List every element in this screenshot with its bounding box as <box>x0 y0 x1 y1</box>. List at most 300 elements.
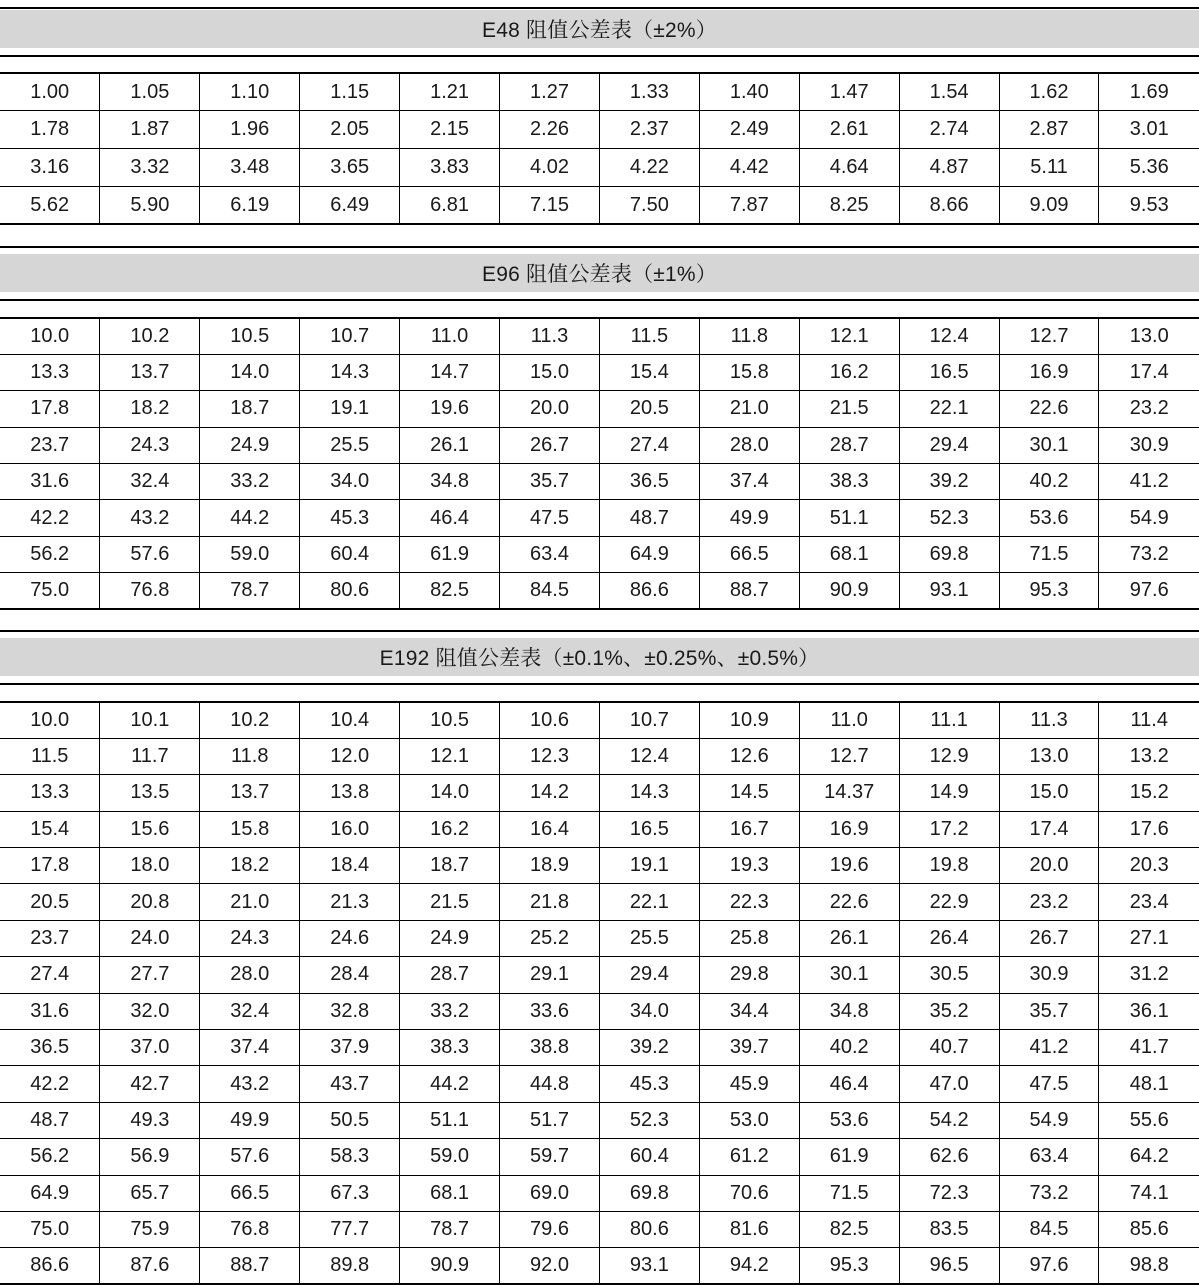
value-cell: 11.8 <box>699 318 799 354</box>
value-cell: 38.3 <box>400 1030 500 1066</box>
value-cell: 14.3 <box>300 354 400 390</box>
value-cell: 38.8 <box>500 1030 600 1066</box>
value-cell: 36.5 <box>0 1030 100 1066</box>
value-cell: 11.4 <box>1099 702 1199 738</box>
table-row <box>0 993 1199 1029</box>
value-cell: 86.6 <box>0 1248 100 1284</box>
value-cell: 22.3 <box>699 884 799 920</box>
value-cell: 3.01 <box>1099 111 1199 149</box>
value-cell: 18.4 <box>300 848 400 884</box>
value-cell: 42.2 <box>0 1066 100 1102</box>
value-cell: 11.5 <box>599 318 699 354</box>
value-cell: 81.6 <box>699 1211 799 1247</box>
table-row <box>0 1102 1199 1138</box>
value-cell: 68.1 <box>400 1175 500 1211</box>
value-cell: 33.2 <box>400 993 500 1029</box>
value-cell: 58.3 <box>300 1139 400 1175</box>
value-cell: 10.0 <box>0 702 100 738</box>
table-row <box>0 957 1199 993</box>
value-cell: 78.7 <box>400 1211 500 1247</box>
value-cell: 39.7 <box>699 1030 799 1066</box>
e48-separator-rule <box>0 55 1199 57</box>
value-cell: 38.3 <box>799 464 899 500</box>
value-cell: 95.3 <box>799 1248 899 1284</box>
value-cell: 16.7 <box>699 811 799 847</box>
value-cell: 16.2 <box>400 811 500 847</box>
value-cell: 17.8 <box>0 391 100 427</box>
value-cell: 16.9 <box>799 811 899 847</box>
value-cell: 17.4 <box>1099 354 1199 390</box>
value-cell: 76.8 <box>100 573 200 609</box>
value-cell: 34.0 <box>599 993 699 1029</box>
value-cell: 1.47 <box>799 73 899 111</box>
value-cell: 25.5 <box>599 920 699 956</box>
value-cell: 14.0 <box>400 775 500 811</box>
value-cell: 80.6 <box>300 573 400 609</box>
e192-table-title: E192 阻值公差表（±0.1%、±0.25%、±0.5%） <box>0 638 1199 676</box>
e48-top-rule <box>0 7 1199 9</box>
value-cell: 13.5 <box>100 775 200 811</box>
value-cell: 15.8 <box>200 811 300 847</box>
value-cell: 30.5 <box>899 957 999 993</box>
value-cell: 69.8 <box>599 1175 699 1211</box>
value-cell: 46.4 <box>400 500 500 536</box>
value-cell: 29.4 <box>599 957 699 993</box>
value-cell: 64.9 <box>599 536 699 572</box>
value-cell: 27.1 <box>1099 920 1199 956</box>
value-cell: 33.6 <box>500 993 600 1029</box>
value-cell: 4.64 <box>799 149 899 187</box>
value-cell: 61.2 <box>699 1139 799 1175</box>
value-cell: 11.5 <box>0 738 100 774</box>
value-cell: 6.49 <box>300 186 400 224</box>
value-cell: 3.83 <box>400 149 500 187</box>
value-cell: 16.5 <box>899 354 999 390</box>
value-cell: 23.2 <box>1099 391 1199 427</box>
value-cell: 2.15 <box>400 111 500 149</box>
e48-value-table <box>0 72 1199 225</box>
value-cell: 19.1 <box>300 391 400 427</box>
value-cell: 92.0 <box>500 1248 600 1284</box>
value-cell: 21.5 <box>799 391 899 427</box>
value-cell: 56.9 <box>100 1139 200 1175</box>
value-cell: 7.15 <box>500 186 600 224</box>
value-cell: 19.8 <box>899 848 999 884</box>
value-cell: 9.09 <box>999 186 1099 224</box>
table-row <box>0 1175 1199 1211</box>
value-cell: 1.00 <box>0 73 100 111</box>
value-cell: 26.7 <box>999 920 1099 956</box>
value-cell: 66.5 <box>699 536 799 572</box>
value-cell: 41.2 <box>999 1030 1099 1066</box>
value-cell: 18.7 <box>400 848 500 884</box>
value-cell: 23.4 <box>1099 884 1199 920</box>
value-cell: 94.2 <box>699 1248 799 1284</box>
value-cell: 27.7 <box>100 957 200 993</box>
value-cell: 49.9 <box>699 500 799 536</box>
value-cell: 53.6 <box>799 1102 899 1138</box>
value-cell: 42.7 <box>100 1066 200 1102</box>
value-cell: 21.8 <box>500 884 600 920</box>
value-cell: 62.6 <box>899 1139 999 1175</box>
table-row <box>0 920 1199 956</box>
value-cell: 52.3 <box>899 500 999 536</box>
value-cell: 90.9 <box>400 1248 500 1284</box>
value-cell: 48.1 <box>1099 1066 1199 1102</box>
value-cell: 49.3 <box>100 1102 200 1138</box>
value-cell: 45.9 <box>699 1066 799 1102</box>
value-cell: 22.6 <box>799 884 899 920</box>
value-cell: 63.4 <box>500 536 600 572</box>
value-cell: 55.6 <box>1099 1102 1199 1138</box>
value-cell: 22.1 <box>899 391 999 427</box>
value-cell: 39.2 <box>899 464 999 500</box>
value-cell: 2.87 <box>999 111 1099 149</box>
table-row <box>0 1030 1199 1066</box>
value-cell: 26.7 <box>500 427 600 463</box>
value-cell: 1.87 <box>100 111 200 149</box>
value-cell: 5.36 <box>1099 149 1199 187</box>
value-cell: 21.3 <box>300 884 400 920</box>
value-cell: 11.0 <box>799 702 899 738</box>
value-cell: 51.1 <box>799 500 899 536</box>
value-cell: 75.0 <box>0 1211 100 1247</box>
e96-value-table <box>0 317 1199 610</box>
value-cell: 7.50 <box>599 186 699 224</box>
value-cell: 32.4 <box>100 464 200 500</box>
value-cell: 26.4 <box>899 920 999 956</box>
value-cell: 10.2 <box>100 318 200 354</box>
value-cell: 95.3 <box>999 573 1099 609</box>
value-cell: 41.7 <box>1099 1030 1199 1066</box>
value-cell: 10.9 <box>699 702 799 738</box>
table-row <box>0 186 1199 224</box>
value-cell: 11.1 <box>899 702 999 738</box>
table-row <box>0 111 1199 149</box>
value-cell: 42.2 <box>0 500 100 536</box>
value-cell: 47.5 <box>999 1066 1099 1102</box>
value-cell: 44.2 <box>400 1066 500 1102</box>
value-cell: 87.6 <box>100 1248 200 1284</box>
value-cell: 26.1 <box>400 427 500 463</box>
value-cell: 20.3 <box>1099 848 1199 884</box>
value-cell: 19.6 <box>400 391 500 427</box>
value-cell: 20.8 <box>100 884 200 920</box>
value-cell: 13.7 <box>200 775 300 811</box>
value-cell: 26.1 <box>799 920 899 956</box>
value-cell: 66.5 <box>200 1175 300 1211</box>
table-row <box>0 464 1199 500</box>
e96-table-title: E96 阻值公差表（±1%） <box>0 254 1199 292</box>
value-cell: 39.2 <box>599 1030 699 1066</box>
value-cell: 24.0 <box>100 920 200 956</box>
value-cell: 50.5 <box>300 1102 400 1138</box>
value-cell: 6.19 <box>200 186 300 224</box>
value-cell: 13.8 <box>300 775 400 811</box>
value-cell: 64.2 <box>1099 1139 1199 1175</box>
value-cell: 89.8 <box>300 1248 400 1284</box>
value-cell: 73.2 <box>999 1175 1099 1211</box>
value-cell: 5.11 <box>999 149 1099 187</box>
value-cell: 45.3 <box>599 1066 699 1102</box>
value-cell: 18.7 <box>200 391 300 427</box>
value-cell: 65.7 <box>100 1175 200 1211</box>
value-cell: 72.3 <box>899 1175 999 1211</box>
value-cell: 71.5 <box>999 536 1099 572</box>
value-cell: 3.16 <box>0 149 100 187</box>
value-cell: 56.2 <box>0 536 100 572</box>
value-cell: 54.2 <box>899 1102 999 1138</box>
value-cell: 20.5 <box>0 884 100 920</box>
value-cell: 40.2 <box>999 464 1099 500</box>
value-cell: 1.69 <box>1099 73 1199 111</box>
value-cell: 23.7 <box>0 427 100 463</box>
value-cell: 13.0 <box>999 738 1099 774</box>
value-cell: 4.22 <box>599 149 699 187</box>
table-row <box>0 884 1199 920</box>
value-cell: 49.9 <box>200 1102 300 1138</box>
value-cell: 19.3 <box>699 848 799 884</box>
value-cell: 34.8 <box>799 993 899 1029</box>
value-cell: 90.9 <box>799 573 899 609</box>
value-cell: 48.7 <box>599 500 699 536</box>
value-cell: 31.6 <box>0 464 100 500</box>
value-cell: 15.0 <box>999 775 1099 811</box>
value-cell: 52.3 <box>599 1102 699 1138</box>
value-cell: 15.2 <box>1099 775 1199 811</box>
value-cell: 2.61 <box>799 111 899 149</box>
value-cell: 11.0 <box>400 318 500 354</box>
value-cell: 14.3 <box>599 775 699 811</box>
value-cell: 35.7 <box>500 464 600 500</box>
value-cell: 14.37 <box>799 775 899 811</box>
value-cell: 25.5 <box>300 427 400 463</box>
value-cell: 25.2 <box>500 920 600 956</box>
value-cell: 29.4 <box>899 427 999 463</box>
value-cell: 97.6 <box>999 1248 1099 1284</box>
value-cell: 1.96 <box>200 111 300 149</box>
table-row <box>0 73 1199 111</box>
table-row <box>0 811 1199 847</box>
value-cell: 30.1 <box>799 957 899 993</box>
value-cell: 98.8 <box>1099 1248 1199 1284</box>
value-cell: 15.8 <box>699 354 799 390</box>
value-cell: 20.0 <box>999 848 1099 884</box>
value-cell: 12.3 <box>500 738 600 774</box>
value-cell: 20.5 <box>599 391 699 427</box>
e96-separator-rule <box>0 299 1199 301</box>
table-row <box>0 500 1199 536</box>
value-cell: 61.9 <box>400 536 500 572</box>
value-cell: 29.1 <box>500 957 600 993</box>
value-cell: 82.5 <box>400 573 500 609</box>
value-cell: 8.66 <box>899 186 999 224</box>
value-cell: 15.0 <box>500 354 600 390</box>
value-cell: 4.02 <box>500 149 600 187</box>
value-cell: 17.8 <box>0 848 100 884</box>
value-cell: 1.10 <box>200 73 300 111</box>
table-row <box>0 391 1199 427</box>
value-cell: 11.7 <box>100 738 200 774</box>
value-cell: 12.7 <box>799 738 899 774</box>
value-cell: 10.7 <box>599 702 699 738</box>
value-cell: 11.3 <box>500 318 600 354</box>
table-row <box>0 1066 1199 1102</box>
value-cell: 84.5 <box>999 1211 1099 1247</box>
value-cell: 57.6 <box>100 536 200 572</box>
value-cell: 80.6 <box>599 1211 699 1247</box>
value-cell: 28.0 <box>200 957 300 993</box>
value-cell: 12.4 <box>899 318 999 354</box>
value-cell: 1.40 <box>699 73 799 111</box>
e192-value-table <box>0 701 1199 1285</box>
value-cell: 77.7 <box>300 1211 400 1247</box>
value-cell: 36.5 <box>599 464 699 500</box>
value-cell: 12.4 <box>599 738 699 774</box>
value-cell: 10.7 <box>300 318 400 354</box>
value-cell: 75.0 <box>0 573 100 609</box>
value-cell: 30.9 <box>999 957 1099 993</box>
value-cell: 16.2 <box>799 354 899 390</box>
value-cell: 74.1 <box>1099 1175 1199 1211</box>
value-cell: 32.8 <box>300 993 400 1029</box>
value-cell: 21.0 <box>200 884 300 920</box>
value-cell: 1.78 <box>0 111 100 149</box>
value-cell: 37.9 <box>300 1030 400 1066</box>
value-cell: 2.05 <box>300 111 400 149</box>
value-cell: 18.0 <box>100 848 200 884</box>
value-cell: 69.8 <box>899 536 999 572</box>
value-cell: 30.1 <box>999 427 1099 463</box>
value-cell: 17.4 <box>999 811 1099 847</box>
value-cell: 12.0 <box>300 738 400 774</box>
value-cell: 28.0 <box>699 427 799 463</box>
value-cell: 15.4 <box>0 811 100 847</box>
value-cell: 37.4 <box>699 464 799 500</box>
value-cell: 71.5 <box>799 1175 899 1211</box>
value-cell: 12.7 <box>999 318 1099 354</box>
value-cell: 16.4 <box>500 811 600 847</box>
value-cell: 76.8 <box>200 1211 300 1247</box>
value-cell: 15.6 <box>100 811 200 847</box>
value-cell: 88.7 <box>200 1248 300 1284</box>
value-cell: 69.0 <box>500 1175 600 1211</box>
table-row <box>0 702 1199 738</box>
value-cell: 1.05 <box>100 73 200 111</box>
value-cell: 86.6 <box>599 573 699 609</box>
value-cell: 13.3 <box>0 354 100 390</box>
value-cell: 75.9 <box>100 1211 200 1247</box>
value-cell: 10.5 <box>400 702 500 738</box>
value-cell: 45.3 <box>300 500 400 536</box>
value-cell: 10.5 <box>200 318 300 354</box>
table-row <box>0 848 1199 884</box>
value-cell: 13.3 <box>0 775 100 811</box>
value-cell: 54.9 <box>999 1102 1099 1138</box>
value-cell: 35.7 <box>999 993 1099 1029</box>
value-cell: 11.3 <box>999 702 1099 738</box>
value-cell: 4.87 <box>899 149 999 187</box>
value-cell: 59.0 <box>200 536 300 572</box>
value-cell: 68.1 <box>799 536 899 572</box>
value-cell: 10.6 <box>500 702 600 738</box>
value-cell: 31.6 <box>0 993 100 1029</box>
value-cell: 1.21 <box>400 73 500 111</box>
value-cell: 47.5 <box>500 500 600 536</box>
value-cell: 28.4 <box>300 957 400 993</box>
table-row <box>0 427 1199 463</box>
value-cell: 13.2 <box>1099 738 1199 774</box>
value-cell: 88.7 <box>699 573 799 609</box>
value-cell: 28.7 <box>799 427 899 463</box>
value-cell: 14.9 <box>899 775 999 811</box>
value-cell: 14.2 <box>500 775 600 811</box>
value-cell: 22.6 <box>999 391 1099 427</box>
value-cell: 10.0 <box>0 318 100 354</box>
value-cell: 10.2 <box>200 702 300 738</box>
value-cell: 31.2 <box>1099 957 1199 993</box>
value-cell: 47.0 <box>899 1066 999 1102</box>
value-cell: 25.8 <box>699 920 799 956</box>
value-cell: 57.6 <box>200 1139 300 1175</box>
value-cell: 44.2 <box>200 500 300 536</box>
value-cell: 23.2 <box>999 884 1099 920</box>
value-cell: 11.8 <box>200 738 300 774</box>
value-cell: 46.4 <box>799 1066 899 1102</box>
value-cell: 53.6 <box>999 500 1099 536</box>
value-cell: 5.90 <box>100 186 200 224</box>
value-cell: 10.4 <box>300 702 400 738</box>
value-cell: 3.65 <box>300 149 400 187</box>
value-cell: 8.25 <box>799 186 899 224</box>
value-cell: 79.6 <box>500 1211 600 1247</box>
value-cell: 82.5 <box>799 1211 899 1247</box>
value-cell: 30.9 <box>1099 427 1199 463</box>
value-cell: 24.9 <box>200 427 300 463</box>
value-cell: 54.9 <box>1099 500 1199 536</box>
value-cell: 6.81 <box>400 186 500 224</box>
table-row <box>0 573 1199 609</box>
value-cell: 24.3 <box>200 920 300 956</box>
value-cell: 2.26 <box>500 111 600 149</box>
value-cell: 19.6 <box>799 848 899 884</box>
value-cell: 20.0 <box>500 391 600 427</box>
value-cell: 60.4 <box>599 1139 699 1175</box>
value-cell: 27.4 <box>0 957 100 993</box>
value-cell: 67.3 <box>300 1175 400 1211</box>
value-cell: 17.2 <box>899 811 999 847</box>
value-cell: 33.2 <box>200 464 300 500</box>
value-cell: 32.4 <box>200 993 300 1029</box>
table-row <box>0 1139 1199 1175</box>
value-cell: 18.2 <box>100 391 200 427</box>
value-cell: 60.4 <box>300 536 400 572</box>
value-cell: 32.0 <box>100 993 200 1029</box>
value-cell: 16.9 <box>999 354 1099 390</box>
e192-separator-rule <box>0 683 1199 685</box>
value-cell: 70.6 <box>699 1175 799 1211</box>
table-row <box>0 149 1199 187</box>
value-cell: 12.6 <box>699 738 799 774</box>
value-cell: 34.8 <box>400 464 500 500</box>
value-cell: 2.37 <box>599 111 699 149</box>
table-row <box>0 1248 1199 1284</box>
value-cell: 35.2 <box>899 993 999 1029</box>
value-cell: 84.5 <box>500 573 600 609</box>
e96-top-rule <box>0 246 1199 248</box>
value-cell: 24.9 <box>400 920 500 956</box>
value-cell: 41.2 <box>1099 464 1199 500</box>
